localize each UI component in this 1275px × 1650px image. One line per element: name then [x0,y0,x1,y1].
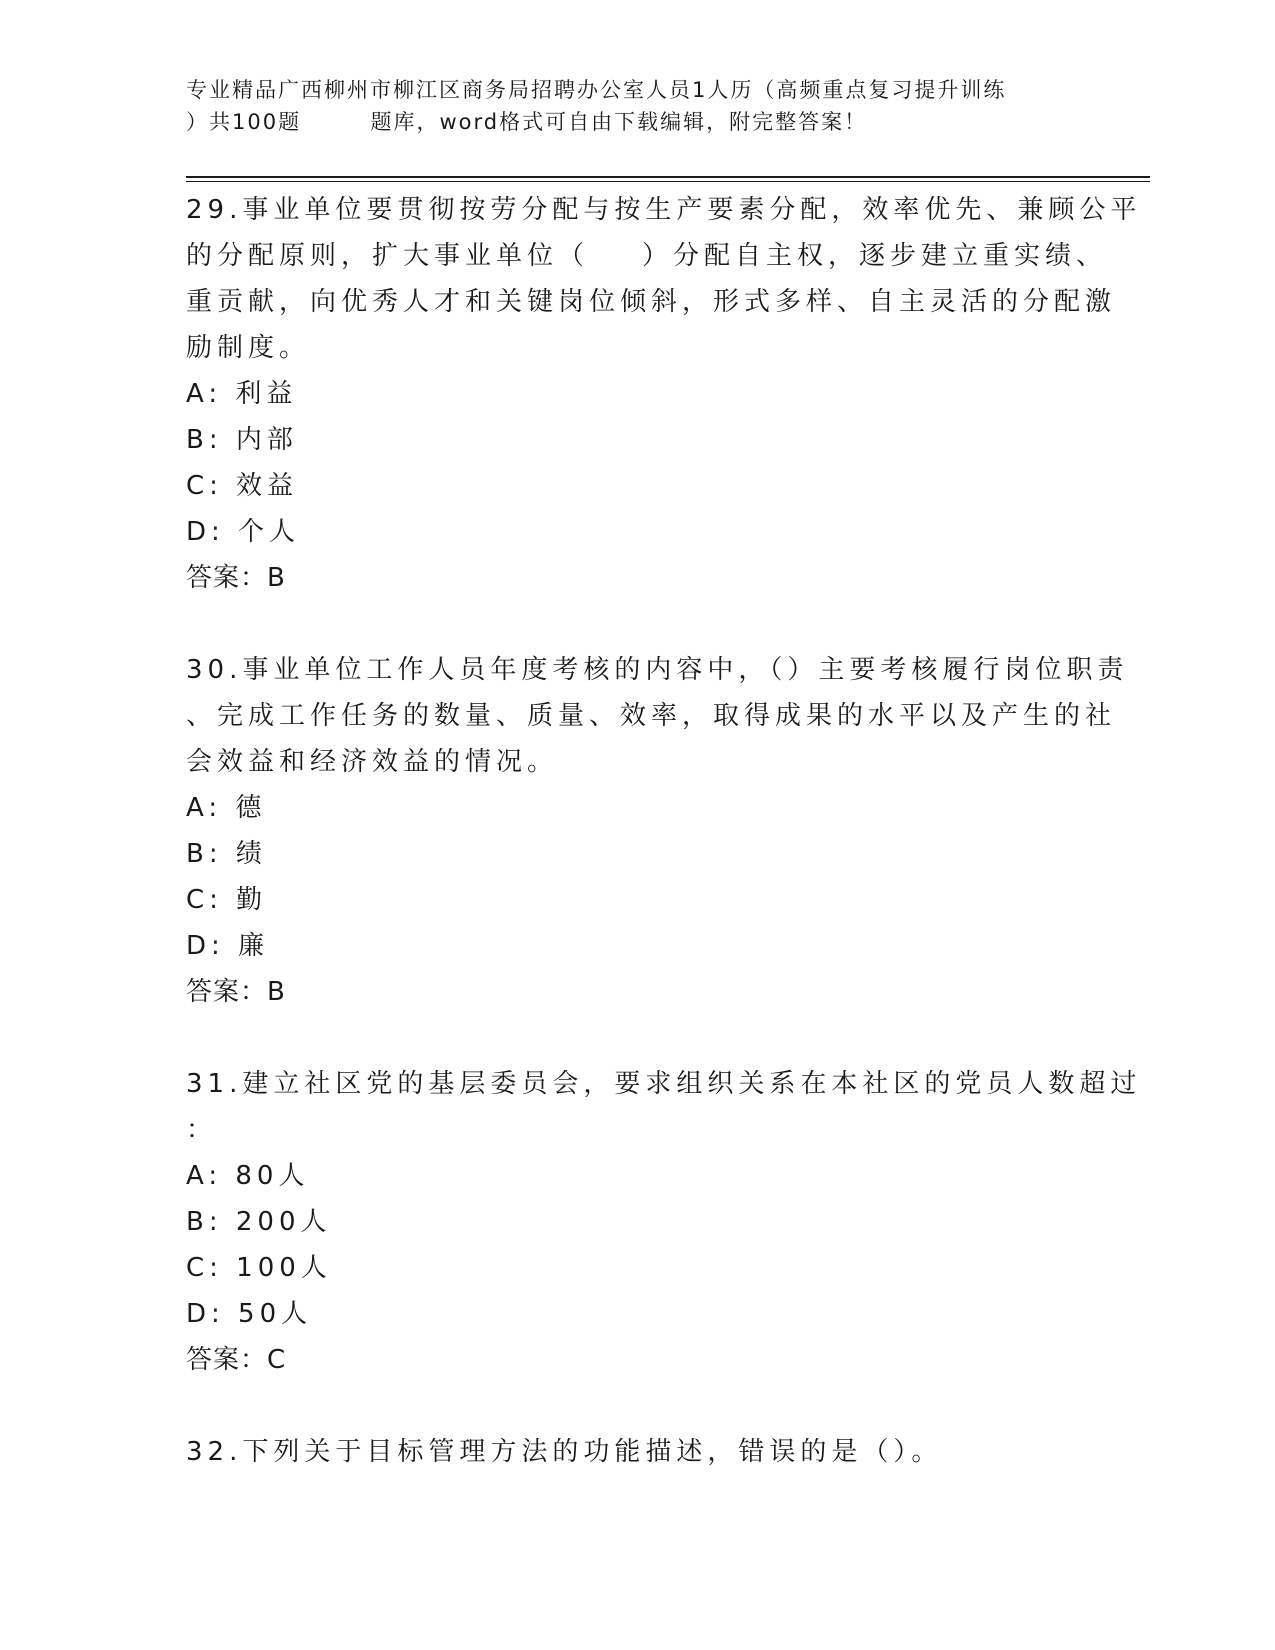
answer-text: 答案：C [186,1345,287,1375]
option-b: B: 200人 [186,1207,332,1237]
question-list [186,187,1142,1475]
option-d: D: 个人 [186,517,301,547]
question-text-line: 、完成工作任务的数量、质量、效率，取得成果的水平以及产生的社 [186,701,1117,731]
document-header [186,74,1086,138]
question-text [186,1061,1142,1153]
header-divider-thin [186,181,1150,182]
question-text-line: 重贡献，向优秀人才和关键岗位倾斜，形式多样、自主灵活的分配激 [186,287,1117,317]
question-text [186,647,1129,785]
option-a: A: 利益 [186,379,298,409]
question-31 [186,1061,1142,1383]
question-spacer [186,1015,1086,1061]
question-spacer [186,1383,1086,1429]
question-text-line: 32.下列关于目标管理方法的功能描述，错误的是（）。 [186,1437,943,1467]
header-line: ）共100题 题库，word格式可自由下载编辑，附完整答案！ [186,110,868,134]
question-text-line: 30.事业单位工作人员年度考核的内容中，（）主要考核履行岗位职责 [186,655,1129,685]
option-b: B: 绩 [186,839,267,869]
question-32 [186,1429,1086,1475]
option-a: A: 德 [186,793,267,823]
answer-text: 答案：B [186,977,286,1007]
question-29 [186,187,1142,601]
option-d: D: 50人 [186,1299,313,1329]
option-b: B: 内部 [186,425,298,455]
option-d: D: 廉 [186,931,270,961]
option-c: C: 效益 [186,471,299,501]
header-line: 专业精品广西柳州市柳江区商务局招聘办公室人员1人历（高频重点复习提升训练 [186,78,1007,102]
question-text-line: ： [186,1115,218,1145]
question-30 [186,647,1129,1015]
question-text-line: 励制度。 [186,333,311,363]
question-text-line: 的分配原则，扩大事业单位（ ）分配自主权，逐步建立重实绩、 [186,241,1108,271]
question-spacer [186,601,1086,647]
question-text-line: 会效益和经济效益的情况。 [186,747,559,777]
header-divider-thick [186,176,1150,178]
option-c: C: 勤 [186,885,268,915]
option-c: C: 100人 [186,1253,332,1283]
option-a: A: 80人 [186,1161,310,1191]
question-text-line: 29.事业单位要贯彻按劳分配与按生产要素分配，效率优先、兼顾公平 [186,195,1142,225]
question-text [186,187,1142,371]
question-text-line: 31.建立社区党的基层委员会，要求组织关系在本社区的党员人数超过 [186,1069,1142,1099]
question-text [186,1429,1086,1475]
answer-text: 答案：B [186,563,286,593]
